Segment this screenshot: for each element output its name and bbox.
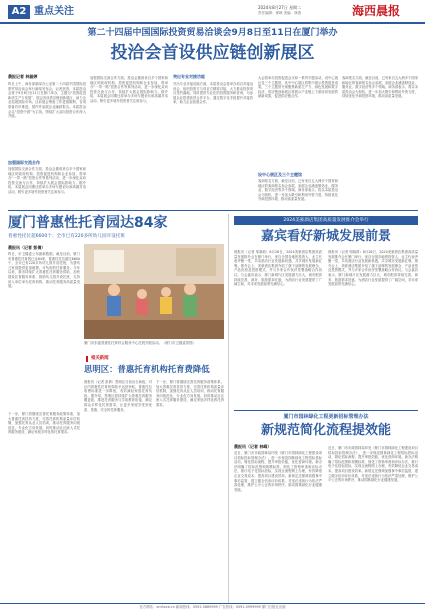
- tuoyu-byline: 晨报讯（记者 彭倩）: [8, 245, 46, 250]
- lead-col-4: 大会将举办投资促进会议和一系列专题活动。设中心展区及三个主题馆，其中中心展区将集中展示投资促进成果，三个主题馆分别聚焦新质生产力、绿色发展和数字经济，供应链创新展区将展示产业链上下游协同发展的最新成果，促进供应链合作。: [258, 76, 338, 99]
- hotel-col-1: 晨报讯（记者 邬晓莉）8月26日，2024美豪酒店集团高质量发展推介会在厦门举行，来自全国各地的投资人、业主代表齐聚一堂，共话酒店行业发展新机遇，共享城市发展新红利。推介会上，美豪酒店集团介绍了旗下品牌的发展理念、产品优势及投资模式，并与多家合作伙伴签署战略合作协议。与会嘉宾表示，厦门新城片区发展潜力巨大，城市配套持续完善，商务、旅游需求旺盛，为酒店行业发展提供了广阔空间，对未来发展前景充满信心。: [234, 250, 322, 287]
- related-news-title: 思明区：普惠托育机构托育费降低: [84, 364, 210, 374]
- related-news-col-2: 下一步，厦门将继续完善托育服务政策体系，加大普惠托育扶持力度，完善托育机构质量评估机制，加强托育从业人员培训，推动托育服务向规范化、专业化方向发展。同时推动社区嵌入式托育服务建设，满足家庭多样化的托育需求。: [156, 380, 224, 407]
- column-rule: [228, 214, 229, 604]
- bid-headline: 新规范简化流程提效能: [260, 423, 391, 438]
- lead-col-1b: 加强国际交流合作方面，投洽会邀请来自多个国家和地区的政府机构、投资促进机构和企业参加，将举办“一带一路”投资合作等系列活动，进一步深化双向投资交流与合作，持续扩大展会国际影响力。据介绍，本届展会同期还将举办多场专题论坛和高端对话活动，吸引更多境外投资者关注和参与。: [8, 167, 86, 194]
- hotel-headline: 嘉宾看好新城发展前景: [260, 229, 391, 244]
- masthead: [0, 0, 425, 24]
- tuoyu-photo: [84, 244, 224, 339]
- tuoyu-photo-caption: 厦门市东渡普惠性托育综合服务中心托班开展活动。（厦门市卫健委供图）: [84, 341, 196, 345]
- classroom-photo-illustration: [84, 244, 224, 339]
- lead-subhead-3: 设中心展区及三个主题馆: [258, 172, 302, 177]
- newspaper-logo: 海西晨报: [352, 4, 401, 18]
- tuoyu-subhead: 普惠性托位超6600个；全市已有220多所幼儿园开设托班: [8, 234, 125, 239]
- footer-text: 官方网站：xmhxcb.cn 新闻热线：0592-5889999 广告热线：0592-5999999 厦门日报社出版: [139, 605, 286, 609]
- lead-col-3: 突出专业对接功能方面，本届投洽会将举办项目对接洽谈会，组织投资方与项目方精准对接，大力推动投资项目签约落地，同时提供专业化的投资服务和咨询，为参展企业搭建高效合作平台。通过数字化手段提升对接效率，助力企业拓展合作。: [173, 82, 253, 105]
- lead-subhead-2: 突出专业对接功能: [173, 74, 205, 79]
- lead-col-5: 客商报名方面，截至目前，已有来自五大洲多个国家和地区的客商报名参会参展，参展企业涵盖制造业、服务业、数字经济等多个领域。商务部表示，将以本届投洽会为契机，进一步加大吸引和利用外资力度，持续优化外商投资环境，推动高质量发展。: [342, 76, 418, 99]
- masthead-rule: [0, 22, 425, 24]
- tuoyu-col-1: 昨日，市卫健委公布最新数据，截至目前，厦门市普惠性托育园已达84家，普惠性托位超过6600个，全市已有220多所幼儿园开设托班，为婴幼儿家庭提供更加便捷、可负担的托育服务。今年以来，我市持续扩大普惠性托育服务供给，加快建设托育服务体系，鼓励幼儿园开设托班，支持用人单位举办托育机构，推动托育服务高质量发展。: [8, 252, 80, 289]
- hotel-col-2: 晨报讯（记者 邬晓莉）8月26日，2024美豪酒店集团高质量发展推介会在厦门举行，来自全国各地的投资人、业主代表齐聚一堂，共话酒店行业发展新机遇，共享城市发展新红利。推介会上，美豪酒店集团介绍了旗下品牌的发展理念、产品优势及投资模式，并与多家合作伙伴签署战略合作协议。与会嘉宾表示，厦门新城片区发展潜力巨大，城市配套持续完善，商务、旅游需求旺盛，为酒店行业发展提供了广阔空间，对未来发展前景充满信心。: [328, 250, 418, 287]
- editor-line: 责任编辑：邢映 美编：林燕: [258, 11, 302, 15]
- lead-subhead-1: 加强国际交流合作: [8, 160, 40, 165]
- bid-col-2: 近日，厦门市市政园林局印发《厦门市园林绿化工程建设项目招标投标管理办法》，进一步规范园林绿化工程招标投标活动，简化招标流程，提升审批效能，优化营商环境。新办法明确了招标范围和规模标准，细化了资格审查和评标办法，推行电子化招标投标，实现全流程网上办理，有效降低企业交易成本，提高项目建设效率。新规定还强调加强事中事后监管，建立健全信用评价体系，对违法违规行为依法严肃处理，维护公平公正的市场秩序，推动园林绿化行业健康发展。: [328, 446, 418, 483]
- page-code-badge: A2: [8, 5, 30, 19]
- related-news-col-1: 晨报讯（记者 彭倩）思明区日前出台新政，对区内普惠性托育机构给予运营补贴，普惠托位收费标准进一步降低，有效减轻家庭托育负担。据介绍，思明区将持续扩大普惠托育服务覆盖面，推进托育服务与学前教育衔接，满足群众多样化托育需求，让更多家庭享受到优质、普惠、安全的托育服务。: [84, 380, 152, 412]
- hotel-divider: [234, 410, 418, 411]
- bid-byline: 晨报讯（记者 林峰）: [234, 444, 272, 449]
- lead-kicker: 第二十四届中国国际投资贸易洽谈会9月8日至11日在厦门举办: [87, 28, 338, 38]
- hotel-tag: 2024美豪酒店集团高质量发展推介会举行: [234, 216, 418, 225]
- lead-col-4b: 客商报名方面，截至目前，已有来自五大洲多个国家和地区的客商报名参会参展，参展企业涵盖制造业、服务业、数字经济等多个领域。商务部表示，将以本届投洽会为契机，进一步加大吸引和利用外资力度，持续优化外商投资环境，推动高质量发展。: [258, 179, 338, 202]
- lead-headline: 投洽会首设供应链创新展区: [110, 43, 315, 63]
- bid-tag: 厦门市园林绿化工程更新招标管理办法: [283, 414, 369, 420]
- lead-byline: 晨报记者 林磊婷: [8, 74, 38, 79]
- lead-col-1: 昨日上午，商务部新闻办公室第二十四届中国国际投资贸易洽谈会举行新闻发布会。记者获悉，本届投洽会将于9月8日至11日在厦门举办，主题为“投资促进新质生产力发展”，展会首设供应链创新展区，助力企业拓展国际市场。目前展会筹备工作进展顺利，各项准备有序推进。国内外参展企业踊跃报名。本届投洽会以“投资中国”为主线，围绕扩大双向投资合作深入开展。: [8, 82, 86, 119]
- tuoyu-col-1b: 下一步，厦门将继续完善托育服务政策体系，加大普惠托育扶持力度，完善托育机构质量评估机制，加强托育从业人员培训，推动托育服务向规范化、专业化方向发展。同时推动社区嵌入式托育服务建设，满足家庭多样化的托育需求。: [8, 412, 80, 435]
- related-news-tag: 相关新闻: [86, 356, 109, 362]
- date-line: 2024年8月27日 星期二: [258, 5, 302, 10]
- section-title: 重点关注: [34, 6, 74, 17]
- tuoyu-headline: 厦门普惠性托育园达84家: [8, 215, 168, 231]
- lead-col-2: 加强国际交流合作方面，投洽会邀请来自多个国家和地区的政府机构、投资促进机构和企业参加，将举办“一带一路”投资合作等系列活动，进一步深化双向投资交流与合作，持续扩大展会国际影响力。据介绍，本届展会同期还将举办多场专题论坛和高端对话活动，吸引更多境外投资者关注和参与。: [90, 76, 168, 103]
- bid-col-1: 近日，厦门市市政园林局印发《厦门市园林绿化工程建设项目招标投标管理办法》，进一步规范园林绿化工程招标投标活动，简化招标流程，提升审批效能，优化营商环境。新办法明确了招标范围和规模标准，细化了资格审查和评标办法，推行电子化招标投标，实现全流程网上办理，有效降低企业交易成本，提高项目建设效率。新规定还强调加强事中事后监管，建立健全信用评价体系，对违法违规行为依法严肃处理，维护公平公正的市场秩序，推动园林绿化行业健康发展。: [234, 451, 322, 492]
- section-divider: [8, 210, 418, 211]
